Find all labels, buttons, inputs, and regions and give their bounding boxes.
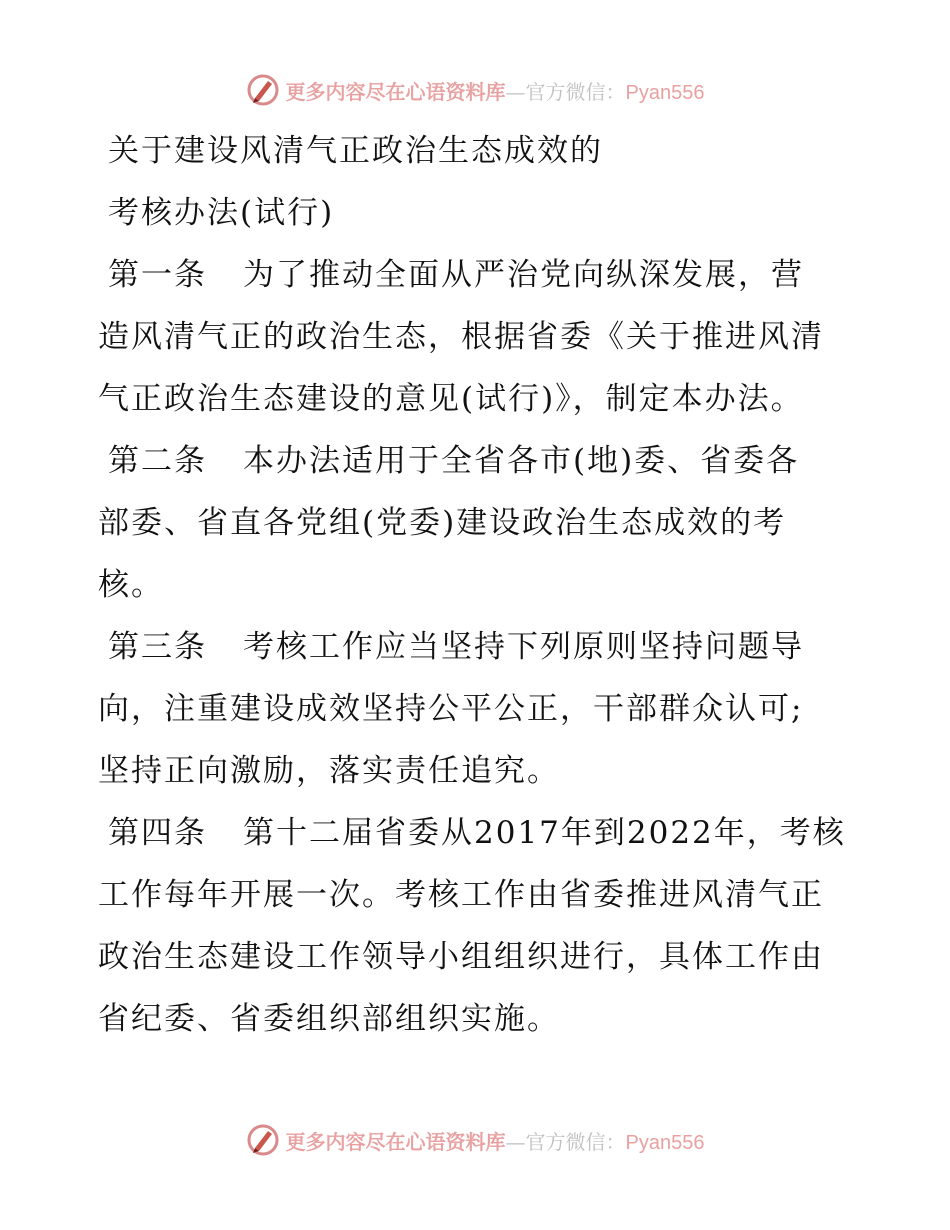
article-line: 向，注重建设成效坚持公平公正，干部群众认可; xyxy=(98,691,804,727)
pen-logo-icon xyxy=(246,73,280,107)
article-line: 省纪委、省委组织部组织实施。 xyxy=(98,1001,560,1037)
document-body xyxy=(98,120,858,1050)
article-label: 第四条 xyxy=(108,815,207,851)
article-2 xyxy=(98,430,858,616)
article-line: 工作每年开展一次。考核工作由省委推进风清气正 xyxy=(98,877,824,913)
article-line: 坚持正向激励，落实责任追究。 xyxy=(98,753,560,789)
pen-logo-icon xyxy=(246,1123,280,1157)
document-title-line-2: 考核办法(试行) xyxy=(108,195,335,231)
watermark-id: Pyan556 xyxy=(625,81,705,104)
article-first-line xyxy=(98,430,858,492)
watermark-text: 更多内容尽在心语资料库 xyxy=(285,79,506,104)
article-text: 第十二届省委从2017年到2022年，考核 xyxy=(243,815,846,851)
article-text: 为了推动全面从严治党向纵深发展，营 xyxy=(243,257,804,293)
watermark-dash: — xyxy=(505,1129,526,1154)
article-line: 核。 xyxy=(98,567,164,603)
article-line: 气正政治生态建设的意见(试行)》，制定本办法。 xyxy=(98,381,804,417)
watermark-id: Pyan556 xyxy=(625,1131,705,1154)
article-label: 第一条 xyxy=(108,257,207,293)
article-first-line xyxy=(98,244,858,306)
watermark-header xyxy=(0,72,950,108)
watermark-text: 更多内容尽在心语资料库 xyxy=(285,1129,506,1154)
watermark-footer xyxy=(0,1122,950,1158)
watermark-text-group xyxy=(286,76,705,105)
article-4 xyxy=(98,802,858,1050)
article-3 xyxy=(98,616,858,802)
article-text: 本办法适用于全省各市(地)委、省委各 xyxy=(243,443,800,479)
article-label: 第二条 xyxy=(108,443,207,479)
article-text: 考核工作应当坚持下列原则坚持问题导 xyxy=(243,629,804,665)
article-first-line xyxy=(98,802,858,864)
article-1 xyxy=(98,244,858,430)
watermark-dash: — xyxy=(505,79,526,104)
article-line: 政治生态建设工作领导小组组织进行，具体工作由 xyxy=(98,939,824,975)
watermark-label: 官方微信： xyxy=(525,1129,626,1154)
article-line: 造风清气正的政治生态，根据省委《关于推进风清 xyxy=(98,319,824,355)
article-label: 第三条 xyxy=(108,629,207,665)
article-first-line xyxy=(98,616,858,678)
document-title-line-1: 关于建设风清气正政治生态成效的 xyxy=(108,133,603,169)
watermark-label: 官方微信： xyxy=(525,79,626,104)
watermark-text-group xyxy=(286,1126,705,1155)
article-line: 部委、省直各党组(党委)建设政治生态成效的考 xyxy=(98,505,787,541)
